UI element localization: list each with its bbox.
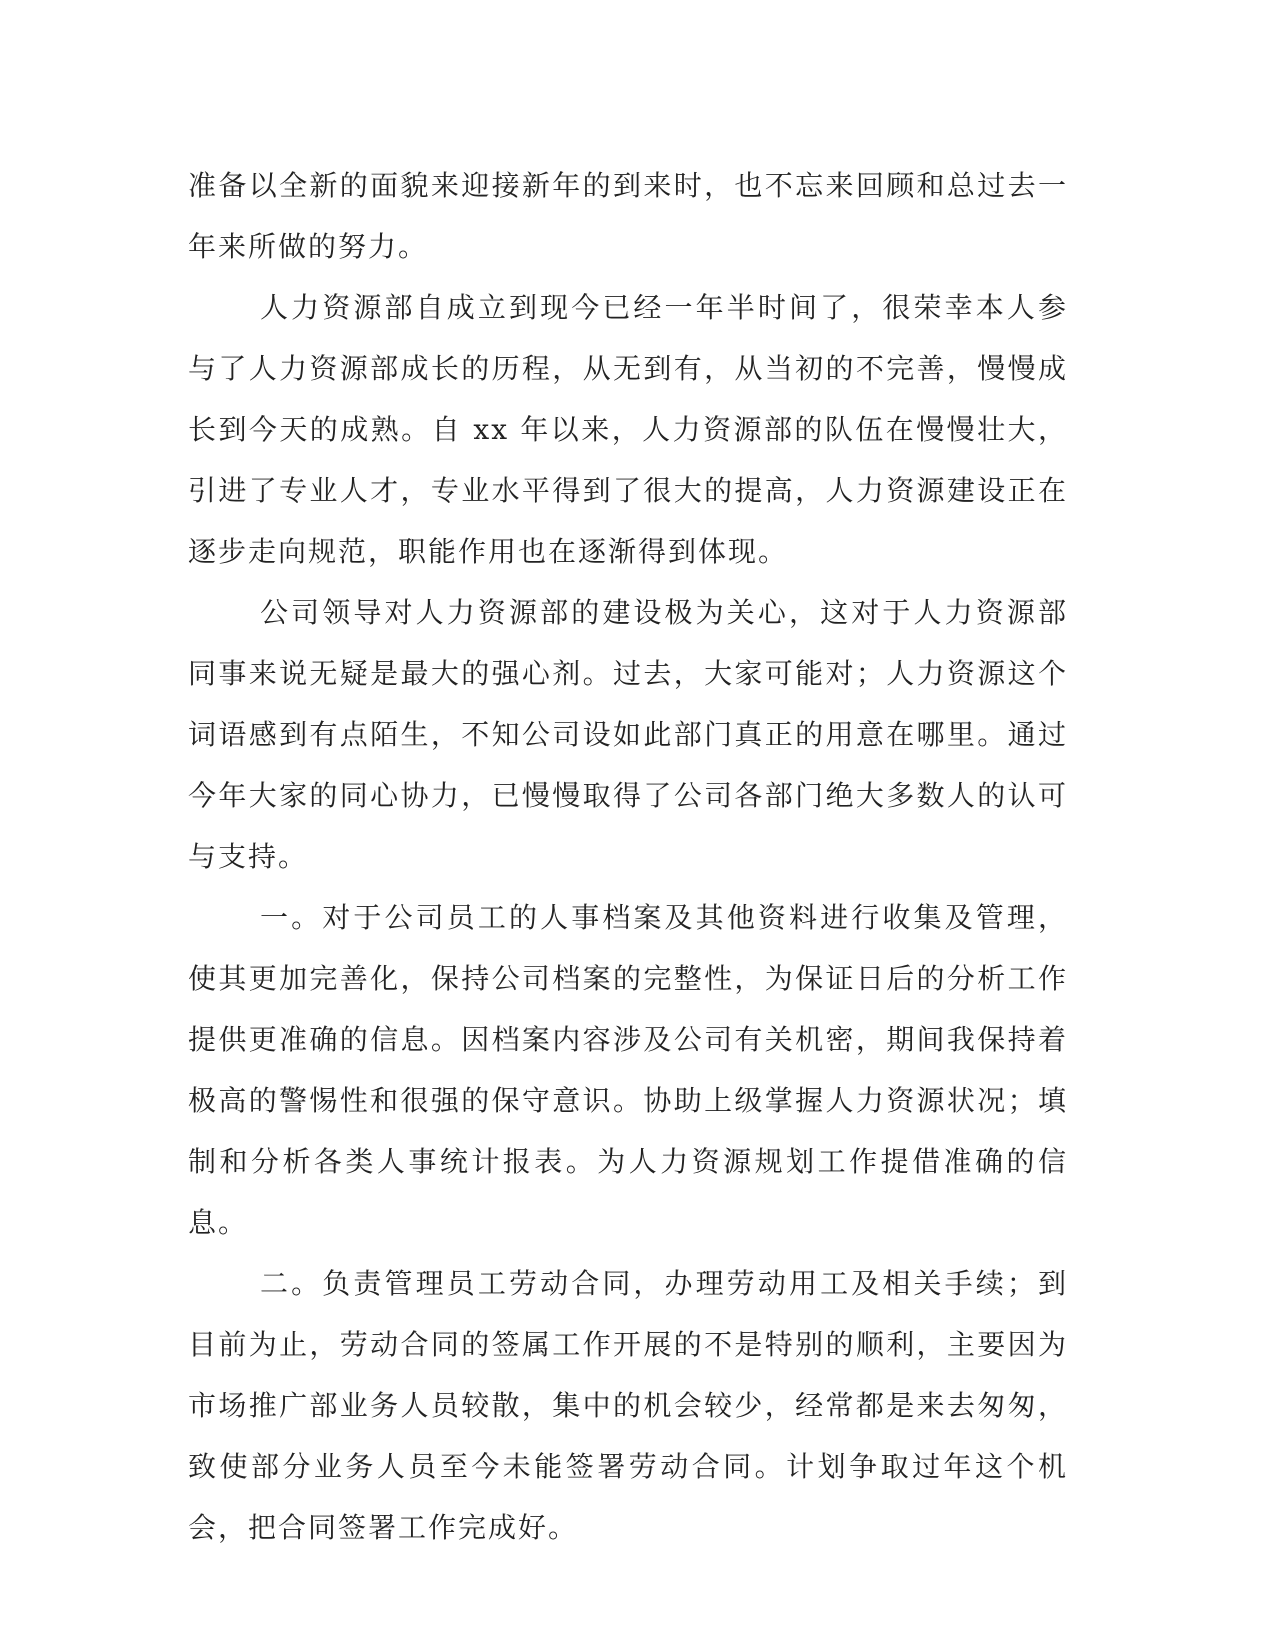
paragraph-item-two-contracts: 二。负责管理员工劳动合同，办理劳动用工及相关手续；到目前为止，劳动合同的签属工作开展的不是特别的顺利，主要因为市场推广部业务人员较散，集中的机会较少，经常都是来去匆匆，致使部分业务人员至今未能签署劳动合同。计划争取过年这个机会，把合同签署工作完成好。: [188, 1267, 1068, 1544]
paragraph-leadership-support: 公司领导对人力资源部的建设极为关心，这对于人力资源部同事来说无疑是最大的强心剂。过去，大家可能对；人力资源这个词语感到有点陌生，不知公司设如此部门真正的用意在哪里。通过今年大家的同心协力，已慢慢取得了公司各部门绝大多数人的认可与支持。: [188, 596, 1068, 873]
document-body: [188, 155, 1068, 1558]
paragraph-department-history: 人力资源部自成立到现今已经一年半时间了，很荣幸本人参与了人力资源部成长的历程，从无到有，从当初的不完善，慢慢成长到今天的成熟。自 xx 年以来，人力资源部的队伍在慢慢壮大，引进了专业人才，专业水平得到了很大的提高，人力资源建设正在逐步走向规范，职能作用也在逐渐得到体现。: [188, 291, 1068, 568]
paragraph-item-one-archives: 一。对于公司员工的人事档案及其他资料进行收集及管理，使其更加完善化，保持公司档案的完整性，为保证日后的分析工作提供更准确的信息。因档案内容涉及公司有关机密，期间我保持着极高的警惕性和很强的保守意识。协助上级掌握人力资源状况；填制和分析各类人事统计报表。为人力资源规划工作提借准确的信息。: [188, 901, 1068, 1239]
paragraph-intro-continuation: 准备以全新的面貌来迎接新年的到来时，也不忘来回顾和总过去一年来所做的努力。: [188, 169, 1068, 263]
